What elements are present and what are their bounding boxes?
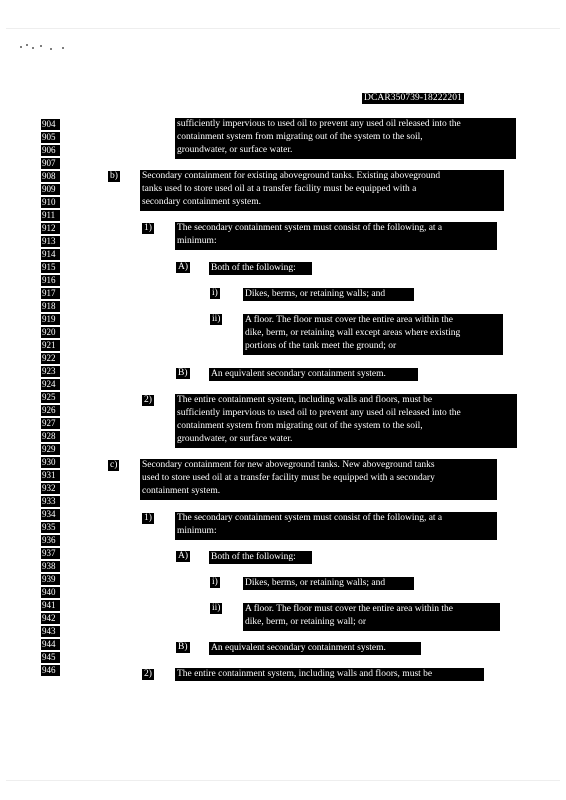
item-marker-c-2: 2) (144, 669, 152, 679)
paragraph-c-1-B (209, 642, 421, 655)
line-number: 905 (41, 132, 60, 143)
text-line: dike, berm, or retaining wall except areas where existing (245, 328, 461, 338)
text-line: containment system. (142, 486, 221, 496)
line-number: 916 (41, 275, 60, 286)
item-marker-c-1: 1) (144, 513, 152, 523)
paragraph-b-1-A-ii (243, 314, 503, 355)
line-number: 939 (41, 574, 60, 585)
text-line: secondary containment system. (142, 197, 261, 207)
item-marker-c-1-A-ii: ii) (212, 603, 221, 613)
text-line: A floor. The floor must cover the entire area within the (245, 604, 453, 614)
line-number: 922 (41, 353, 60, 364)
line-number: 936 (41, 535, 60, 546)
line-number: 913 (41, 236, 60, 247)
line-number: 915 (41, 262, 60, 273)
line-number: 943 (41, 626, 60, 637)
item-marker-b-1-A: A) (178, 262, 189, 272)
text-line: Secondary containment for new aboveground tanks. New aboveground tanks (142, 460, 435, 470)
item-marker-b-1-A-i: i) (212, 288, 218, 298)
text-line: Dikes, berms, or retaining walls; and (245, 289, 386, 299)
line-number: 942 (41, 613, 60, 624)
top-edge (6, 28, 560, 29)
line-number: 928 (41, 431, 60, 442)
line-number: 914 (41, 249, 60, 260)
line-number: 929 (41, 444, 60, 455)
line-number: 910 (41, 197, 60, 208)
line-number: 933 (41, 496, 60, 507)
text-line: sufficiently impervious to used oil to prevent any used oil released into the (177, 408, 461, 418)
text-line: sufficiently impervious to used oil to prevent any used oil released into the (177, 119, 461, 129)
text-line: tanks used to store used oil at a transfer facility must be equipped with a (142, 184, 417, 194)
subsection-marker-b: b) (110, 171, 118, 181)
line-number: 921 (41, 340, 60, 351)
text-line: containment system from migrating out of the system to the soil, (177, 132, 423, 142)
paragraph-c-new-tanks (140, 459, 497, 500)
paragraph-c-1-A-ii (243, 603, 500, 631)
text-line: minimum: (177, 236, 217, 246)
line-number: 946 (41, 665, 60, 676)
text-line: The secondary containment system must consist of the following, at a (177, 223, 443, 233)
line-number: 924 (41, 379, 60, 390)
text-line: groundwater, or surface water. (177, 434, 293, 444)
line-number: 940 (41, 587, 60, 598)
item-marker-c-1-A: A) (178, 551, 189, 561)
text-line: The entire containment system, including walls and floors, must be (177, 669, 433, 679)
subsection-marker-c: c) (110, 460, 118, 470)
text-line: The secondary containment system must consist of the following, at a (177, 513, 443, 523)
line-number: 944 (41, 639, 60, 650)
line-number: 908 (41, 171, 60, 182)
paragraph-c-1-A-i (243, 577, 414, 590)
text-line: groundwater, or surface water. (177, 145, 293, 155)
paragraph-c-2 (175, 668, 484, 681)
line-number: 911 (41, 210, 60, 221)
paragraph-b-1-A (209, 262, 312, 275)
document-id: DCAR350739-18222201 (364, 93, 462, 103)
line-number: 919 (41, 314, 60, 325)
text-line: Both of the following: (211, 552, 296, 562)
paragraph-b-1-A-i (243, 288, 414, 301)
text-line: Dikes, berms, or retaining walls; and (245, 578, 386, 588)
line-number: 904 (41, 119, 60, 130)
text-line: The entire containment system, including walls and floors, must be (177, 395, 433, 405)
text-line: Secondary containment for existing aboveground tanks. Existing aboveground (142, 171, 441, 181)
line-number: 926 (41, 405, 60, 416)
line-number: 931 (41, 470, 60, 481)
item-marker-b-2: 2) (144, 395, 152, 405)
text-line: A floor. The floor must cover the entire area within the (245, 315, 453, 325)
bottom-edge (6, 780, 560, 781)
line-number: 918 (41, 301, 60, 312)
paragraph-c-1 (175, 512, 497, 540)
line-number: 935 (41, 522, 60, 533)
text-line: An equivalent secondary containment system. (211, 369, 386, 379)
paragraph-continuation (175, 118, 516, 159)
line-number: 923 (41, 366, 60, 377)
line-number: 941 (41, 600, 60, 611)
text-line: used to store used oil at a transfer facility must be equipped with a secondary (142, 473, 435, 483)
text-line: minimum: (177, 526, 217, 536)
paragraph-b-existing-tanks (140, 170, 504, 211)
text-line: dike, berm, or retaining wall; or (245, 617, 367, 627)
line-number: 925 (41, 392, 60, 403)
item-marker-c-1-A-i: i) (212, 577, 218, 587)
line-number: 938 (41, 561, 60, 572)
paragraph-b-2 (175, 394, 517, 448)
line-number: 907 (41, 158, 60, 169)
item-marker-b-1: 1) (144, 223, 152, 233)
line-number: 937 (41, 548, 60, 559)
item-marker-c-1-B: B) (178, 642, 188, 652)
paragraph-c-1-A (209, 551, 312, 564)
line-number: 912 (41, 223, 60, 234)
line-number: 927 (41, 418, 60, 429)
line-number: 906 (41, 145, 60, 156)
line-number: 917 (41, 288, 60, 299)
line-number: 932 (41, 483, 60, 494)
line-number: 934 (41, 509, 60, 520)
text-line: An equivalent secondary containment system. (211, 643, 386, 653)
item-marker-b-1-A-ii: ii) (212, 314, 221, 324)
paragraph-b-1-B (209, 368, 418, 381)
text-line: portions of the tank meet the ground; or (245, 341, 397, 351)
line-number: 920 (41, 327, 60, 338)
line-number: 909 (41, 184, 60, 195)
text-line: containment system from migrating out of the system to the soil, (177, 421, 423, 431)
item-marker-b-1-B: B) (178, 368, 188, 378)
line-number: 930 (41, 457, 60, 468)
paragraph-b-1 (175, 222, 497, 250)
scan-artifact (20, 42, 68, 54)
text-line: Both of the following: (211, 263, 296, 273)
line-number: 945 (41, 652, 60, 663)
